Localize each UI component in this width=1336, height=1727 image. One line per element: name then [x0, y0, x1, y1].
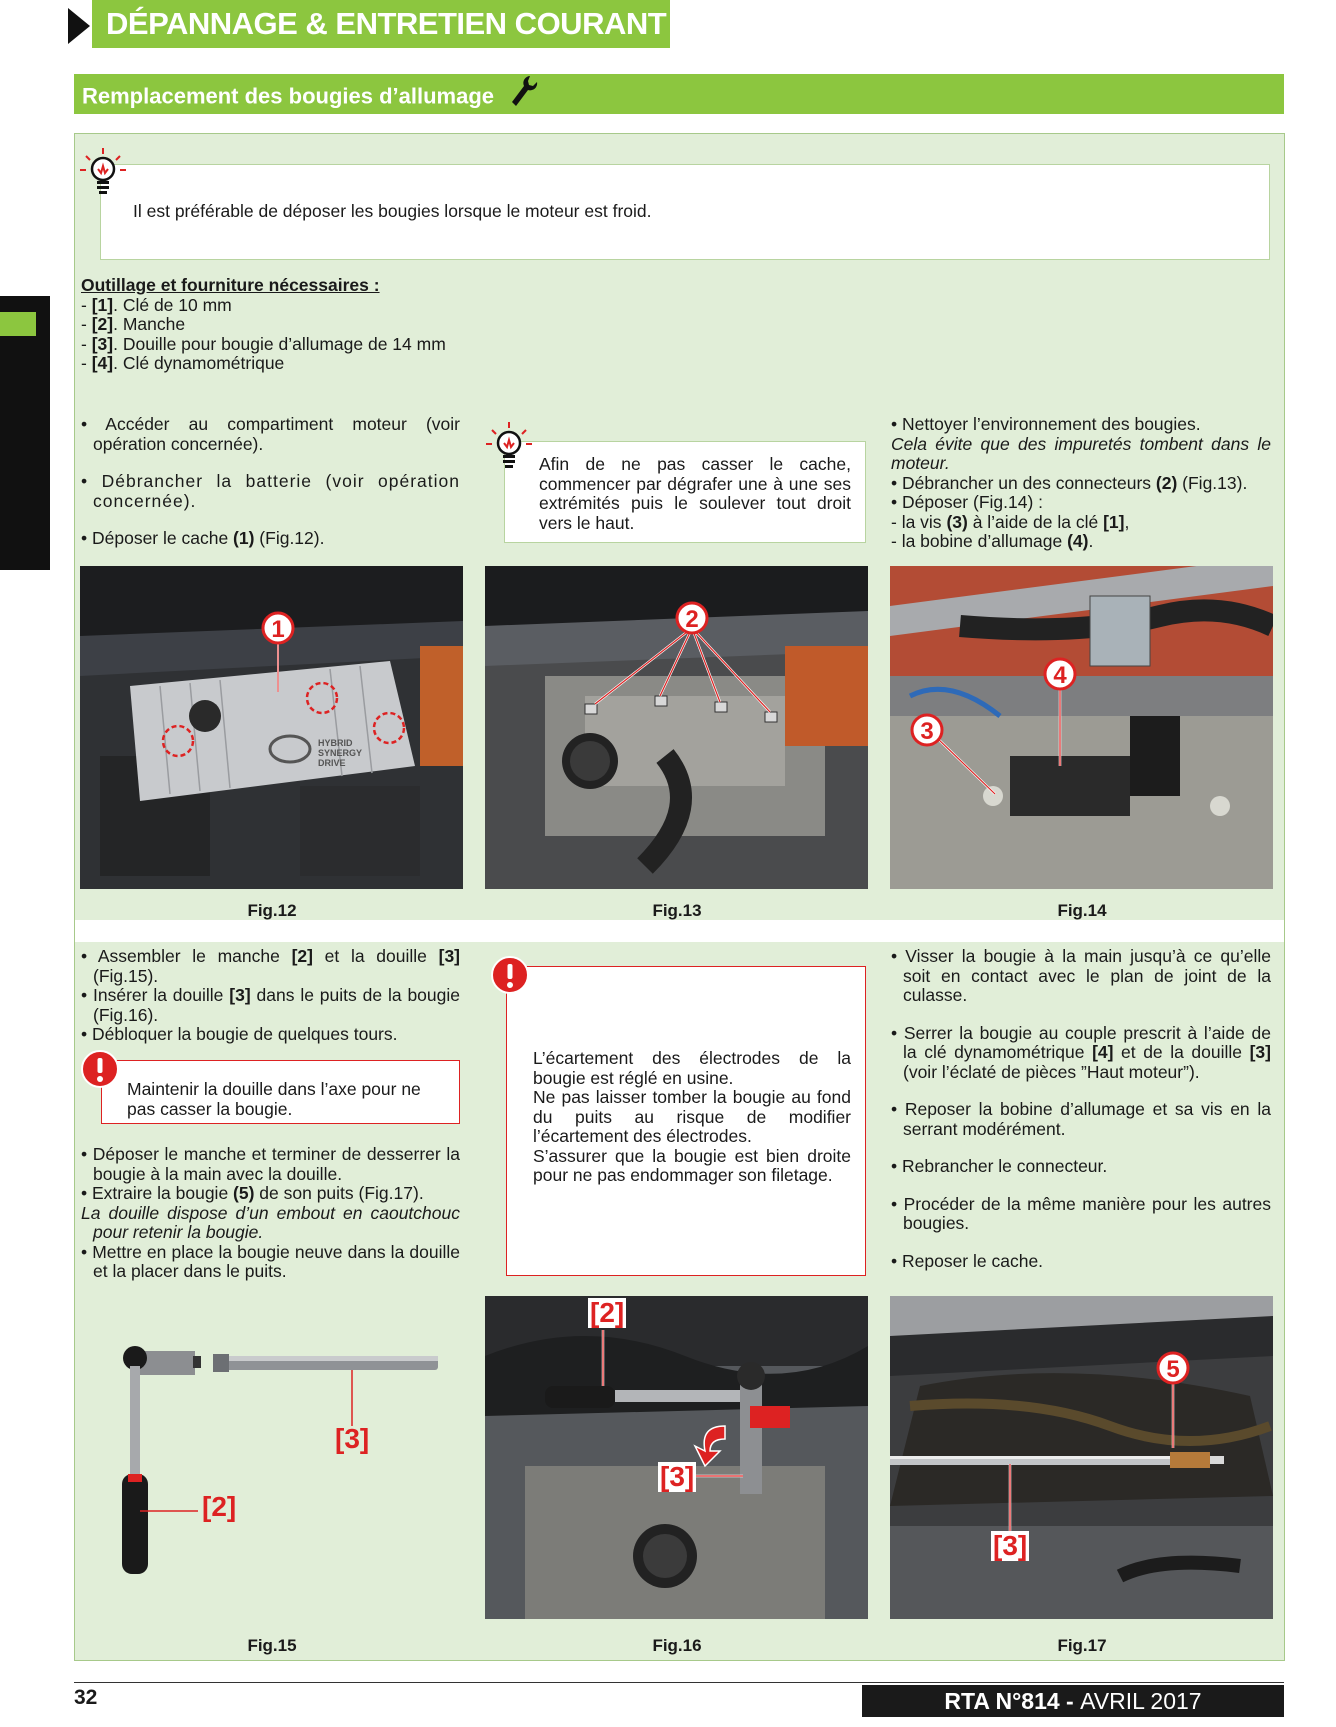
- header-arrow: [68, 8, 90, 44]
- column-1-mid-text: [81, 947, 460, 1045]
- tool-item-3: - [3]. Douille pour bougie d’allumage de 14 mm: [81, 333, 446, 354]
- row-divider: [75, 920, 1284, 942]
- lightbulb-icon: [78, 146, 128, 201]
- step-refit-coil: • Reposer la bobine d’allumage et sa vis en la serrant modérément.: [891, 1099, 1271, 1139]
- figure-13-caption: Fig.13: [652, 901, 702, 920]
- figure-14-caption: Fig.14: [1057, 901, 1107, 920]
- step-insert-socket: • Insérer la douille [3] dans le puits de la bougie (Fig.16).: [81, 985, 460, 1025]
- step-loosen: • Débloquer la bougie de quelques tours.: [81, 1024, 398, 1044]
- step-screw-by-hand: • Visser la bougie à la main jusqu’à ce qu’elle soit en contact avec le plan de joint de la culasse.: [891, 946, 1271, 1005]
- figure-16-caption: Fig.16: [652, 1636, 702, 1655]
- column-3-mid-text: [891, 947, 1271, 1271]
- figure-16-photo: [485, 1296, 868, 1619]
- intro-tip-text: Il est préférable de déposer les bougies lorsque le moteur est froid.: [133, 201, 652, 221]
- note-clean: Cela évite que des impuretés tombent dans le moteur.: [891, 433, 1271, 473]
- footer-rule: [74, 1682, 1284, 1683]
- magazine-date: AVRIL 2017: [1080, 1688, 1202, 1714]
- column-1-low-text: [81, 1145, 460, 1282]
- figure-17-caption: Fig.17: [1057, 1636, 1107, 1655]
- column-1-top-text: [81, 415, 460, 549]
- step-clean: • Nettoyer l’environnement des bougies.: [891, 414, 1201, 434]
- figure-15-illustration: [80, 1296, 463, 1596]
- step-refit-cover: • Reposer le cache.: [891, 1250, 1044, 1271]
- callout-5: 5: [1166, 1356, 1180, 1383]
- step-repeat: • Procéder de la même manière pour les autres bougies.: [891, 1193, 1271, 1233]
- section-title: Remplacement des bougies d’allumage: [82, 83, 495, 109]
- magazine-issue: RTA N°814 -: [944, 1688, 1081, 1714]
- footer-magazine: [862, 1685, 1284, 1717]
- section-title-bar: [74, 74, 1284, 114]
- step-reconnect: • Rebrancher le connecteur.: [891, 1156, 1108, 1176]
- callout-bracket-2: [2]: [590, 1297, 625, 1328]
- lightbulb-icon: [484, 420, 534, 475]
- callout-bracket-3: [3]: [660, 1461, 695, 1492]
- callout-3: 3: [920, 718, 934, 745]
- warning-gap-set: L’écartement des électrodes de la bougie est réglé en usine.: [533, 1048, 851, 1088]
- figure-12-photo: [80, 566, 463, 889]
- step-torque: • Serrer la bougie au couple prescrit à l’aide de la clé dynamométrique [4] et de la douille [3] (voir l’éclaté de pièces ”Haut moteur”).: [891, 1022, 1271, 1082]
- exclamation-icon: [490, 955, 530, 1000]
- figure-13-photo: [485, 566, 868, 889]
- tools-title: Outillage et fourniture nécessaires :: [81, 275, 380, 295]
- warning-big-text: [533, 1049, 851, 1186]
- step-install-new-plug: • Mettre en place la bougie neuve dans la douille et la placer dans le puits.: [81, 1241, 460, 1281]
- note-rubber-tip: La douille dispose d’un embout en caoutchouc pour retenir la bougie.: [81, 1202, 460, 1242]
- tool-item-2: - [2]. Manche: [81, 314, 186, 334]
- warning-small-text: Maintenir la douille dans l’axe pour ne pas casser la bougie.: [127, 1079, 421, 1119]
- step-remove-handle: • Déposer le manche et terminer de desserrer la bougie à la main avec la douille.: [81, 1144, 460, 1184]
- step-disconnect-battery: • Débrancher la batterie (voir opération concernée).: [81, 471, 460, 511]
- tool-item-1: - [1]. Clé de 10 mm: [81, 294, 232, 315]
- figure-17-photo: [890, 1296, 1273, 1619]
- side-tab-marker: [0, 312, 36, 336]
- callout-4: 4: [1053, 662, 1067, 689]
- page-header-title: DÉPANNAGE & ENTRETIEN COURANT: [92, 0, 670, 48]
- step-assemble: • Assembler le manche [2] et la douille [3] (Fig.15).: [81, 946, 461, 986]
- step-remove-coil: - la bobine d’allumage (4).: [891, 531, 1094, 551]
- figure-15-caption: Fig.15: [247, 1636, 297, 1655]
- engine-cover-label-3: DRIVE: [318, 758, 346, 768]
- side-tab: [0, 296, 50, 570]
- figure-12-caption: Fig.12: [247, 901, 297, 920]
- warning-dont-drop: Ne pas laisser tomber la bougie au fond du puits au risque de modifier l’écartement des électrodes.: [533, 1087, 851, 1146]
- tools-section: [81, 276, 581, 374]
- callout-2: 2: [685, 606, 699, 633]
- wrench-icon: [510, 74, 538, 121]
- callout-1: 1: [271, 616, 285, 643]
- callout-bracket-3: [3]: [993, 1530, 1028, 1561]
- step-remove-screw: - la vis (3) à l’aide de la clé [1],: [891, 511, 1130, 532]
- step-remove-cover: • Déposer le cache (1) (Fig.12).: [81, 528, 325, 548]
- tool-item-4: - [4]. Clé dynamométrique: [81, 353, 285, 373]
- step-extract-plug: • Extraire la bougie (5) de son puits (Fig.17).: [81, 1183, 424, 1203]
- callout-bracket-2: [2]: [202, 1491, 237, 1522]
- exclamation-icon: [80, 1049, 120, 1094]
- step-remove: • Déposer (Fig.14) :: [891, 492, 1044, 512]
- step-disconnect-connector: • Débrancher un des connecteurs (2) (Fig.13).: [891, 472, 1248, 493]
- callout-bracket-3: [3]: [335, 1423, 370, 1454]
- column-3-top-text: [891, 415, 1271, 552]
- page-number: 32: [74, 1686, 98, 1709]
- tip-cache-text: Afin de ne pas casser le cache, commencer par dégrafer une à une ses extrémités puis le soulever tout droit vers le haut.: [539, 454, 851, 533]
- warning-straight: S’assurer que la bougie est bien droite pour ne pas endommager son filetage.: [533, 1145, 851, 1185]
- figure-14-photo: [890, 566, 1273, 889]
- engine-cover-label-1: HYBRID: [318, 738, 353, 748]
- engine-cover-label-2: SYNERGY: [318, 748, 363, 758]
- step-access-engine: • Accéder au compartiment moteur (voir opération concernée).: [81, 414, 460, 454]
